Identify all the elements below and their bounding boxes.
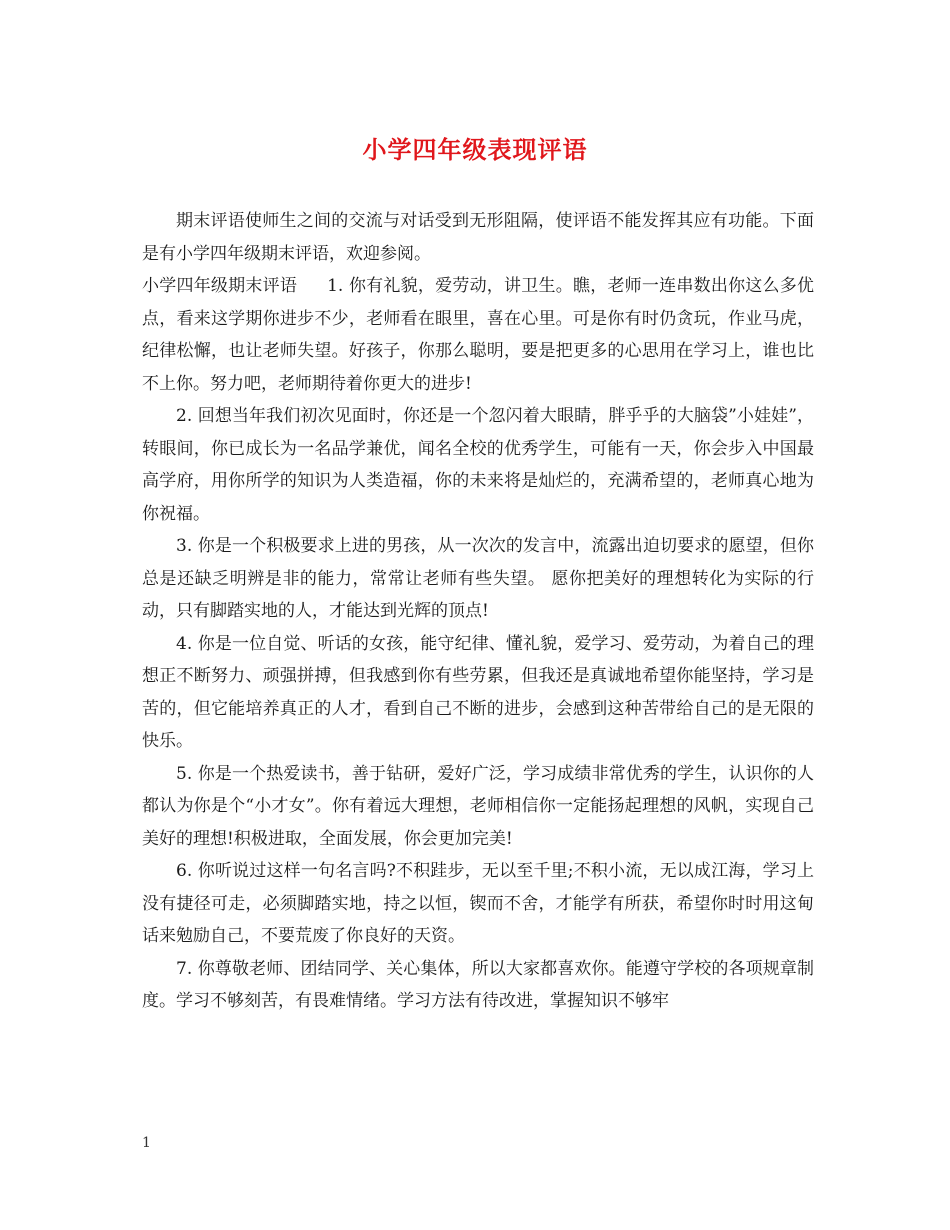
document-title: 小学四年级表现评语: [362, 135, 588, 164]
page-number: 1: [142, 1135, 151, 1151]
comment-paragraph-6: 6. 你听说过这样一句名言吗?不积跬步，无以至千里;不积小流，无以成江海，学习上没有捷径可走，必须脚踏实地，持之以恒，锲而不舍，才能学有所获，希望你时时用这甸话来勉励自己，不要荒废了你良好的天资。: [142, 861, 814, 946]
comment-paragraph-2: 2. 回想当年我们初次见面时，你还是一个忽闪着大眼睛，胖乎乎的大脑袋”小娃娃”，转眼间，你已成长为一名品学兼优，闻名全校的优秀学生，可能有一天，你会步入中国最高学府，用你所学的知识为人类造福，你的未来将是灿烂的，充满希望的，老师真心地为你祝福。: [142, 406, 814, 524]
document-body: [142, 205, 814, 1018]
intro-paragraph: 期末评语使师生之间的交流与对话受到无形阻隔，使评语不能发挥其应有功能。下面是有小学四年级期末评语，欢迎参阅。: [142, 211, 814, 264]
section-label: 小学四年级期末评语: [142, 276, 298, 296]
comment-paragraph-3: 3. 你是一个积极要求上进的男孩，从一次次的发言中，流露出迫切要求的愿望，但你总是还缺乏明辨是非的能力，常常让老师有些失望。 愿你把美好的理想转化为实际的行动，只有脚踏实地的人，才能达到光辉的顶点!: [142, 536, 814, 621]
comment-paragraph-1: [142, 270, 814, 400]
comment-1-text: 1. 你有礼貌，爱劳动，讲卫生。瞧，老师一连串数出你这么多优点，看来这学期你进步不少，老师看在眼里，喜在心里。可是你有时仍贪玩，作业马虎，纪律松懈，也让老师失望。好孩子，你那么聪明，要是把更多的心思用在学习上，谁也比不上你。努力吧，老师期待着你更大的进步!: [142, 276, 814, 394]
comment-paragraph-4: 4. 你是一位自觉、听话的女孩，能守纪律、懂礼貌，爱学习、爱劳动，为着自己的理想正不断努力、顽强拼搏，但我感到你有些劳累，但我还是真诚地希望你能坚持，学习是苦的，但它能培养真正的人才，看到自己不断的进步，会感到这种苦带给自己的是无限的快乐。: [142, 633, 814, 751]
comment-paragraph-5: 5. 你是一个热爱读书，善于钻研，爱好广泛，学习成绩非常优秀的学生，认识你的人都认为你是个“小才女”。你有着远大理想，老师相信你一定能扬起理想的风帆，实现自己美好的理想!积极进取，全面发展，你会更加完美!: [142, 763, 814, 849]
comment-paragraph-7: 7. 你尊敬老师、团结同学、关心集体，所以大家都喜欢你。能遵守学校的各项规章制度。学习不够刻苦，有畏难情绪。学习方法有待改进，掌握知识不够牢: [142, 958, 814, 1011]
